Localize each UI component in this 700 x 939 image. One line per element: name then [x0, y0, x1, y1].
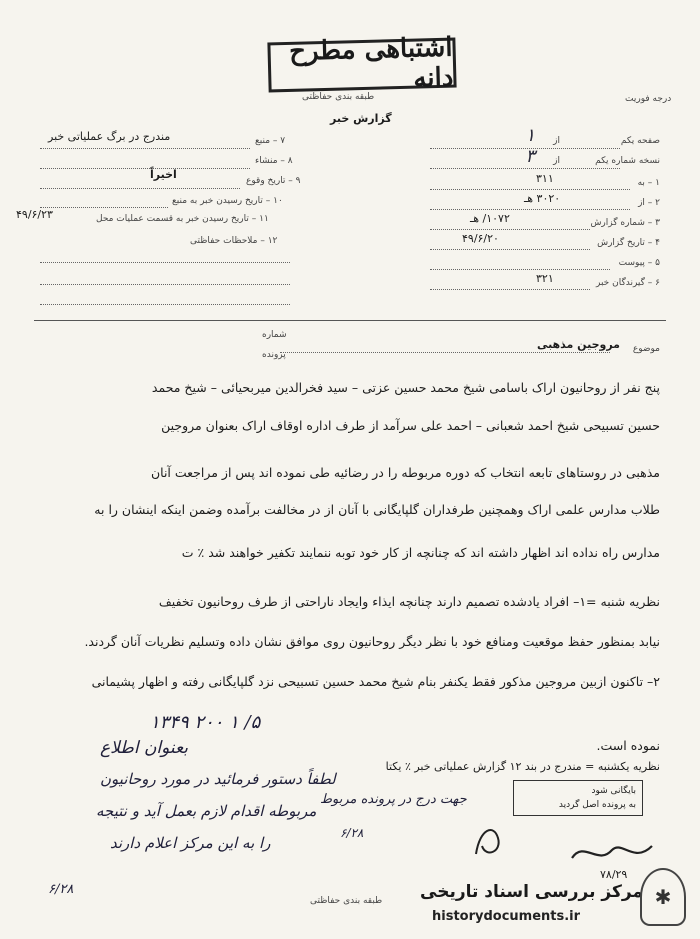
handwritten-note-2: بعنوان اطلاع: [100, 738, 188, 758]
official-signature: [568, 836, 658, 872]
footer-number: ۷۸/۲۹: [600, 868, 628, 881]
body-line-9: نموده است.: [596, 738, 660, 753]
page-value: ۱: [525, 125, 535, 146]
report-number-value: ۱۰۷۲/ هـ: [470, 212, 510, 225]
field-from-label: ۲ – از: [638, 198, 660, 208]
box-stamp-line-1: بایگانی شود: [591, 786, 636, 796]
field-from-value: ۳۰۲۰ هـ: [524, 192, 561, 205]
copy-field-label: نسخه شماره یکم: [595, 156, 660, 166]
report-date-value: ۴۹/۶/۲۰: [462, 232, 499, 245]
origin-label: ۸ – منشاء: [255, 156, 293, 166]
watermark-url: historydocuments.ir: [432, 909, 581, 924]
filing-box-stamp: [513, 780, 643, 816]
copy-from: از: [553, 156, 560, 166]
report-title: گزارش خبر: [330, 112, 392, 125]
source-label: ۷ – منبع: [255, 136, 286, 146]
copy-value: ۳: [525, 146, 535, 167]
handwritten-note-1: ۵/ ۱ ۲۰۰ ۱۳۴۹: [150, 712, 261, 733]
source-value: مندرج در برگ عملیاتی خبر: [48, 130, 171, 143]
box-stamp-line-2: به پرونده اصل گردید: [558, 800, 636, 810]
classification-bottom: طبقه بندی حفاظتی: [310, 896, 383, 906]
field-to-value: ۳۱۱: [536, 172, 554, 185]
body-line-2: حسین تسبیحی شیخ احمد شعبانی – احمد علی سرآمد از طرف اداره اوقاف اراک بعنوان مروجین: [161, 418, 660, 433]
handwritten-note-4: مربوطه اقدام لازم بعمل آید و نتیجه: [96, 802, 317, 820]
filing-note: جهت درج در پرونده مربوط: [320, 792, 467, 807]
receipt-ops-label: ۱۱ – تاریخ رسیدن خبر به قسمت عملیات محل: [96, 214, 269, 224]
signature-mark: [468, 818, 508, 864]
body-line-8: ۲– تاکنون ازبین مروجین مذکور فقط یکنفر بنام شیخ محمد حسین تسبیحی نزد گلپایگانی رفته و اظهار پشیمانی: [91, 674, 660, 689]
closing-line: نظریه یکشنبه = مندرج در بند ۱۲ گزارش عملیاتی خبر ٪ یکتا: [385, 760, 660, 773]
field-to-label: ۱ – به: [637, 178, 660, 188]
receipt-ops-value: ۴۹/۶/۲۳: [16, 208, 53, 221]
report-date-label: ۴ – تاریخ گزارش: [597, 238, 660, 248]
watermark-name: مرکز بررسی اسناد تاریخی: [420, 882, 643, 902]
report-number-label: ۳ – شماره گزارش: [590, 218, 660, 228]
recipients-value: ۳۲۱: [536, 272, 554, 285]
body-line-1: پنج نفر از روحانیون اراک باسامی شیخ محمد حسین عزتی – سید فخرالدین میربحیائی – شیخ محمد: [151, 380, 660, 395]
recipients-label: ۶ – گیرندگان خبر: [595, 278, 660, 288]
handwritten-note-5: را به این مرکز اعلام دارند: [110, 834, 271, 852]
security-notes-label: ۱۲ – ملاحظات حفاظتی: [190, 236, 278, 246]
handwritten-note-3: لطفاً دستور فرمائید در مورد روحانیون: [100, 770, 336, 788]
occurrence-date-label: ۹ – تاریخ وقوع: [246, 176, 301, 186]
subject-value: مروجین مذهبی: [536, 338, 620, 351]
receipt-source-label: ۱۰ – تاریخ رسیدن خبر به منبع: [172, 196, 283, 206]
body-line-6: نظریه شنبه =۱– افراد یادشده تصمیم دارند چنانچه ایذاء وایجاد ناراحتی از طرف روحانیون تخفیف: [158, 594, 660, 609]
subject-label: موضوع: [632, 344, 660, 354]
body-line-4: طلاب مدارس علمی اراک وهمچنین طرفداران گلپایگانی با آنان از در مخالفت برآمده وضمن اینکه اینشان را به: [94, 502, 660, 517]
file-number-label: شماره: [262, 330, 287, 340]
occurrence-date-value: اخیراً: [150, 168, 177, 181]
attachment-label: ۵ – پیوست: [618, 258, 660, 268]
page-from: از: [553, 136, 560, 146]
priority-label: درجه فوریت: [625, 94, 672, 104]
classification-top: طبقه بندی حفاظتی: [302, 92, 375, 102]
body-line-5: مدارس راه نداده اند اظهار داشته اند که چنانچه از کار خود توبه ننمایند تکفیر خواهند شد ٪ ت: [181, 545, 660, 560]
archive-seal-icon: ✱: [640, 868, 686, 926]
header-stamp: اشتباهی مطرح دانه: [267, 38, 456, 93]
body-line-7: نیابد بمنظور حفظ موقعیت ومنافع خود با نظر دیگر روحانیون روی موافق نشان داده وتسلیم نظریات آنان گردند.: [84, 634, 660, 649]
file-label: پرونده: [262, 350, 286, 360]
handwritten-date: ۶/۲۸: [48, 882, 74, 897]
body-line-3: مذهبی در روستاهای تابعه انتخاب که دوره مربوطه را در رضائیه طی نموده اند پس از مراجعت آنان: [150, 465, 660, 480]
filing-date: ۶/۲۸: [340, 826, 364, 840]
page-field-label: صفحه یکم: [620, 136, 660, 146]
